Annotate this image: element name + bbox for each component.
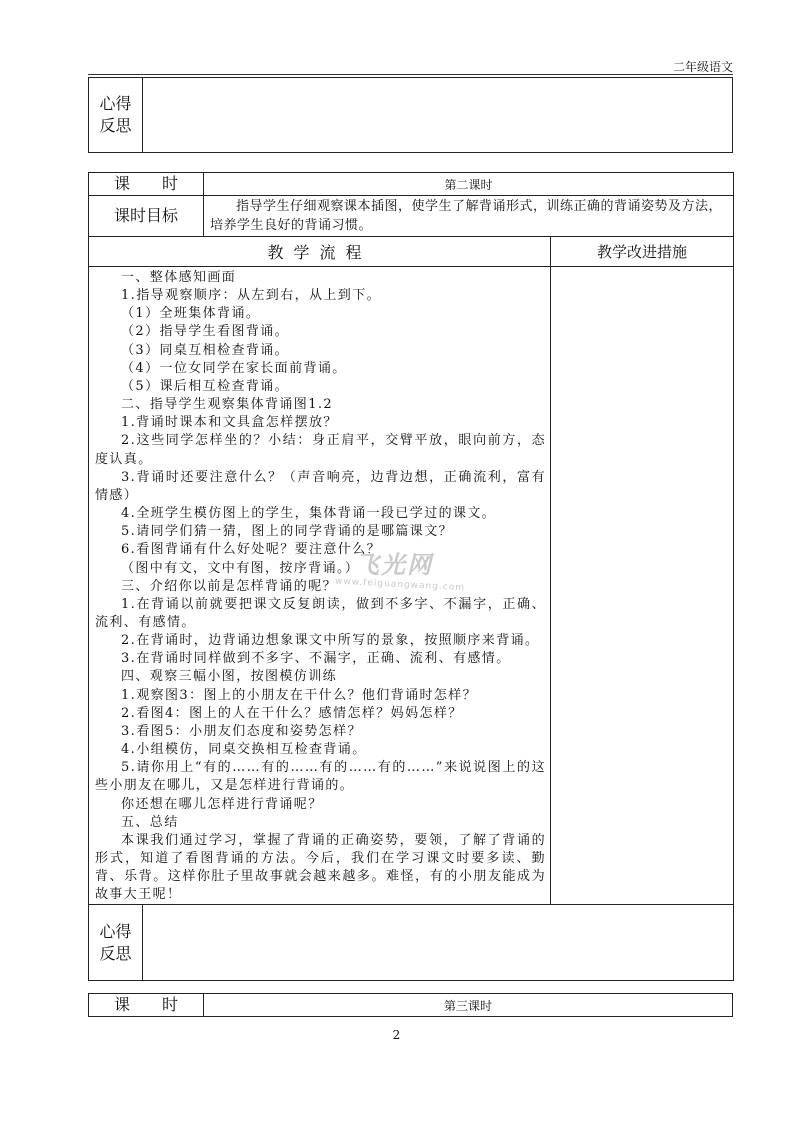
reflection-label: 心得 反思: [89, 905, 143, 981]
flow-paragraph: 1.观察图3：图上的小朋友在干什么？他们背诵时怎样？: [121, 687, 478, 703]
flow-paragraph: （图中有文，文中有图，按序背诵。）: [121, 560, 360, 576]
reflection-content[interactable]: [143, 905, 734, 981]
flow-paragraph: 5.请你用上“有的……有的……有的……有的……”来说说图上的这些小朋友在哪儿，又是怎样进行背诵的。: [95, 760, 547, 794]
flow-paragraph: 你还想在哪儿怎样进行背诵呢？: [121, 796, 323, 812]
period-label: 课 时: [89, 994, 204, 1017]
goal-text: 指导学生仔细观察课本插图，使学生了解背诵形式，训练正确的背诵姿势及方法，培养学生良好的背诵习惯。: [204, 196, 734, 237]
flow-paragraph: 二、指导学生观察集体背诵图1.2: [121, 397, 334, 413]
flow-paragraph: 2.在背诵时，边背诵边想象课文中所写的景象，按照顺序来背诵。: [121, 633, 540, 649]
reflection-content[interactable]: [143, 78, 733, 153]
period-value: 第二课时: [204, 173, 734, 196]
flow-paragraph: 三、介绍你以前是怎样背诵的呢？: [121, 578, 338, 594]
flow-paragraph: （5）课后相互检查背诵。: [121, 378, 290, 394]
flow-header: 教学流程: [89, 237, 551, 267]
flow-paragraph: 3.看图5：小朋友们态度和姿势怎样？: [121, 723, 362, 739]
flow-paragraph: （1）全班集体背诵。: [121, 306, 261, 322]
flow-paragraph: 4.全班学生模仿图上的学生，集体背诵一段已学过的课文。: [121, 506, 497, 522]
flow-paragraph: 3.在背诵时同样做到不多字、不漏字，正确、流利、有感情。: [121, 651, 511, 667]
watermark-logo-text: 飞光网: [355, 551, 433, 579]
header-subject: 二年级语文: [672, 60, 733, 74]
flow-paragraph: （3）同桌互相检查背诵。: [121, 342, 290, 358]
flow-paragraph: （2）指导学生看图背诵。: [121, 324, 290, 340]
flow-paragraph: 1.在背诵以前就要把课文反复朗读，做到不多字、不漏字，正确、流利、有感情。: [95, 596, 547, 630]
reflection-label: 心得 反思: [89, 78, 143, 153]
goal-label: 课时目标: [89, 196, 204, 237]
flow-paragraph: 6.看图背诵有什么好处呢？要注意什么？: [121, 542, 382, 558]
flow-paragraph: 1.背诵时课本和文具盒怎样摆放？: [121, 415, 338, 431]
page-number: 2: [392, 1028, 401, 1042]
previous-reflection-table: [88, 77, 733, 153]
period-value: 第三课时: [204, 994, 733, 1017]
lesson2-table: [88, 172, 734, 981]
flow-paragraph: 四、观察三幅小图，按图模仿训练: [121, 669, 338, 685]
header-divider: [88, 74, 733, 75]
flow-content: [89, 267, 551, 905]
flow-paragraph: （4）一位女同学在家长面前背诵。: [121, 360, 347, 376]
flow-paragraph: 本课我们通过学习，掌握了背诵的正确姿势，要领，了解了背诵的形式，知道了看图背诵的方法。今后，我们在学习课文时要多读、勤背、乐背。这样你肚子里故事就会越来越多。难怪，有的小朋友能成为故事大王呢！: [95, 832, 547, 903]
flow-paragraph: 五、总结: [121, 814, 179, 830]
flow-paragraph: 2.看图4：图上的人在干什么？感情怎样？妈妈怎样？: [121, 705, 463, 721]
improvement-content[interactable]: [551, 267, 734, 905]
flow-paragraph: 5.请同学们猜一猜，图上的同学背诵的是哪篇课文？: [121, 524, 454, 540]
flow-paragraph: 2.这些同学怎样坐的？小结：身正肩平，交臂平放，眼向前方，态度认真。: [95, 433, 547, 467]
improvement-header: 教学改进措施: [551, 237, 734, 267]
watermark-url: www.feiguangwang.com: [334, 576, 466, 594]
flow-paragraph: 1.指导观察顺序：从左到右，从上到下。: [121, 288, 382, 304]
flow-paragraph: 4.小组模仿，同桌交换相互检查背诵。: [121, 742, 367, 758]
flow-paragraph: 一、整体感知画面: [121, 270, 237, 285]
lesson3-table: [88, 993, 733, 1017]
period-label: 课 时: [89, 173, 204, 196]
flow-paragraph: 3.背诵时还要注意什么？（声音响亮，边背边想，正确流利，富有情感）: [95, 469, 547, 503]
